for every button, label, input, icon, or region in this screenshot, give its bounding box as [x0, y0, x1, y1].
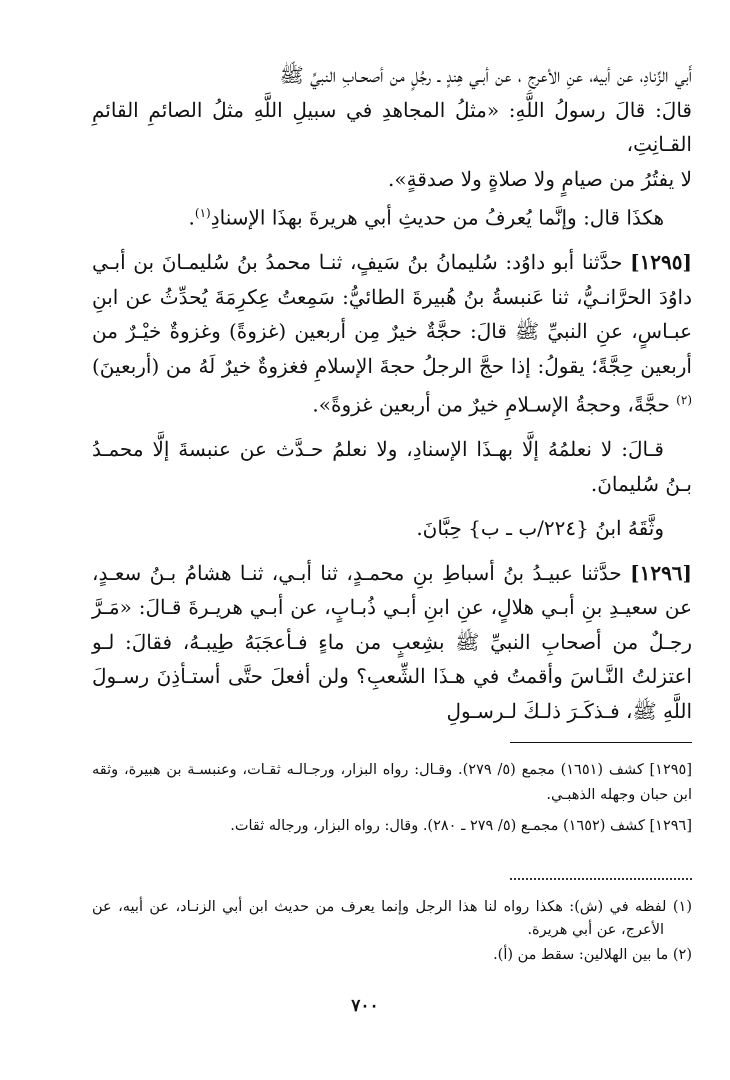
line-3: لا يفتُرُ من صيامٍ ولا صلاةٍ ولا صدقةٍ». — [388, 166, 692, 191]
tawthiq-line — [92, 511, 692, 546]
line-2: قالَ: قالَ رسولُ اللَّهِ: «مثلُ المجاهدِ في سبيلِ اللَّهِ مثلُ الصائمِ القائمِ القـانِتِ، — [92, 97, 692, 156]
commentary — [92, 432, 692, 501]
line-6: الحرَّانـيُّ، ثنا عَنبسةُ بنُ هُبيرةَ الطائيُّ: سَمِعتُ عِكرِمَةَ يُحدِّثُ عن ابنِ عبـاسٍ، عنِ — [92, 284, 693, 344]
line-9: خيرٌ من أربعين غزوةً». — [312, 392, 499, 417]
footnote-marker-2: (٢) — [676, 393, 692, 408]
hadith-number-1295: [١٢٩٥] — [630, 250, 692, 275]
line-12: وثَّقَهُ ابنُ {٢٢٤/ب ـ ب} حِبَّانَ. — [416, 516, 664, 541]
line-7: النبيِّ ﷺ قالَ: حجَّةٌ خيرٌ مِن أربعين (غزوةً) وغزوةٌ خيْـرٌ من أربعين حِجَّةً؛ يقولُ: — [92, 319, 692, 378]
line-8b: حجَّةً، وحجةُ الإسـلامِ — [505, 392, 677, 417]
text-line — [92, 58, 692, 93]
line-13: حدَّثنا عبيـدُ بنُ أسباطِ بنِ محمـدٍ، ثنا أبـي، ثنـا هشامُ بـنُ سعـدٍ، عن — [92, 560, 693, 620]
reference-1296: [١٢٩٦] كشف (١٦٥٢) مجمـع (٥/ ٢٧٩ ـ ٢٨٠). وقال: رواه البزار، ورجاله ثقات. — [230, 818, 692, 834]
hadith-1295 — [92, 245, 692, 422]
text-line — [92, 162, 692, 197]
line-4: هكذَا قال: وإنَّما يُعرفُ من حديثِ أبي هريرةَ بهذَا الإسنادِ — [210, 205, 664, 230]
page-number: ٧٠٠ — [351, 996, 379, 1016]
text-line — [92, 93, 692, 162]
footnotes — [92, 896, 692, 969]
hadith-1296 — [92, 556, 692, 729]
line-14: سعيـدِ بنِ أبـي هلالٍ، عنِ ابنِ أبـي ذُبـابٍ، عن أبـي هريـرةَ قـالَ: «مَـرَّ رجـلٌ من — [92, 595, 693, 654]
line-10: قـالَ: لا نعلمُهُ إلَّا بهـذَا الإسنادِ، ولا نعلمُ حـدَّث عن عنبسةَ إلَّا محمـدُ بـنُ — [92, 437, 692, 496]
reference-1295: [١٢٩٥] كشف (١٦٥١) مجمع (٥/ ٢٧٩). وقـال: رواه البزار، ورجـالـه ثقـات، وعنبسـة بن هبيرة، وثقه ابن حبان وجهله الذهبـي. — [92, 762, 692, 803]
notes-separator — [510, 878, 692, 880]
line-15: أصحابِ النبيِّ ﷺ بشِعبٍ من ماءٍ فـأعجَبَهُ طِيبـهُ، فقالَ: لـو اعتزلتُ النَّـاسَ وأقمتُ — [92, 629, 692, 689]
line-5: حدَّثنا أبو داوُد: سُليمانُ بنُ سَيفٍ، ثنـا محمدُ بنُ سُليمـانَ بن أبـي داوُدَ — [92, 250, 693, 309]
text-line: هكذَا قال: وإنَّما يُعرفُ من حديثِ أبي هريرةَ بهذَا الإسنادِ$^{(١)}$. — [188, 205, 664, 230]
references — [92, 758, 692, 845]
line-16: في هـذَا الشِّعبِ؟ ولن أفعلَ حتَّى أستـأذِنَ رسـولَ اللَّهِ ﷺ، فـذكَـرَ ذلـكَ لـرسـولِ — [92, 664, 692, 723]
hadith-number-1296: [١٢٩٦] — [630, 560, 693, 585]
main-text — [92, 58, 692, 728]
line-1: أَبي الزِّنادِ، عن أبيه، عنِ الأعرجِ ، عن أبـي هِندٍ ـ رجُلٍ من أصحـابِ النبيِّ ﷺ — [279, 63, 692, 87]
footnote-2: (٢) ما بين الهلالين: سقط من (أ). — [493, 947, 692, 963]
line-11: سُليمانَ. — [590, 471, 659, 496]
footnote-1: (١) لفظه في (ش): هكذا رواه لنا هذا الرجل وإنما يعرف من حديث ابن أبي الزنـاد، عن أبيه، عن الأعرج، عن أبي هريرة. — [92, 899, 692, 938]
footnote-rule — [510, 742, 692, 743]
footnote-marker-1: (١) — [194, 206, 211, 220]
line-8a: إذا حجَّ الرجلُ حجةَ الإسلامِ فغزوةٌ خيرٌ لَهُ من (أربعينَ) — [92, 353, 531, 378]
